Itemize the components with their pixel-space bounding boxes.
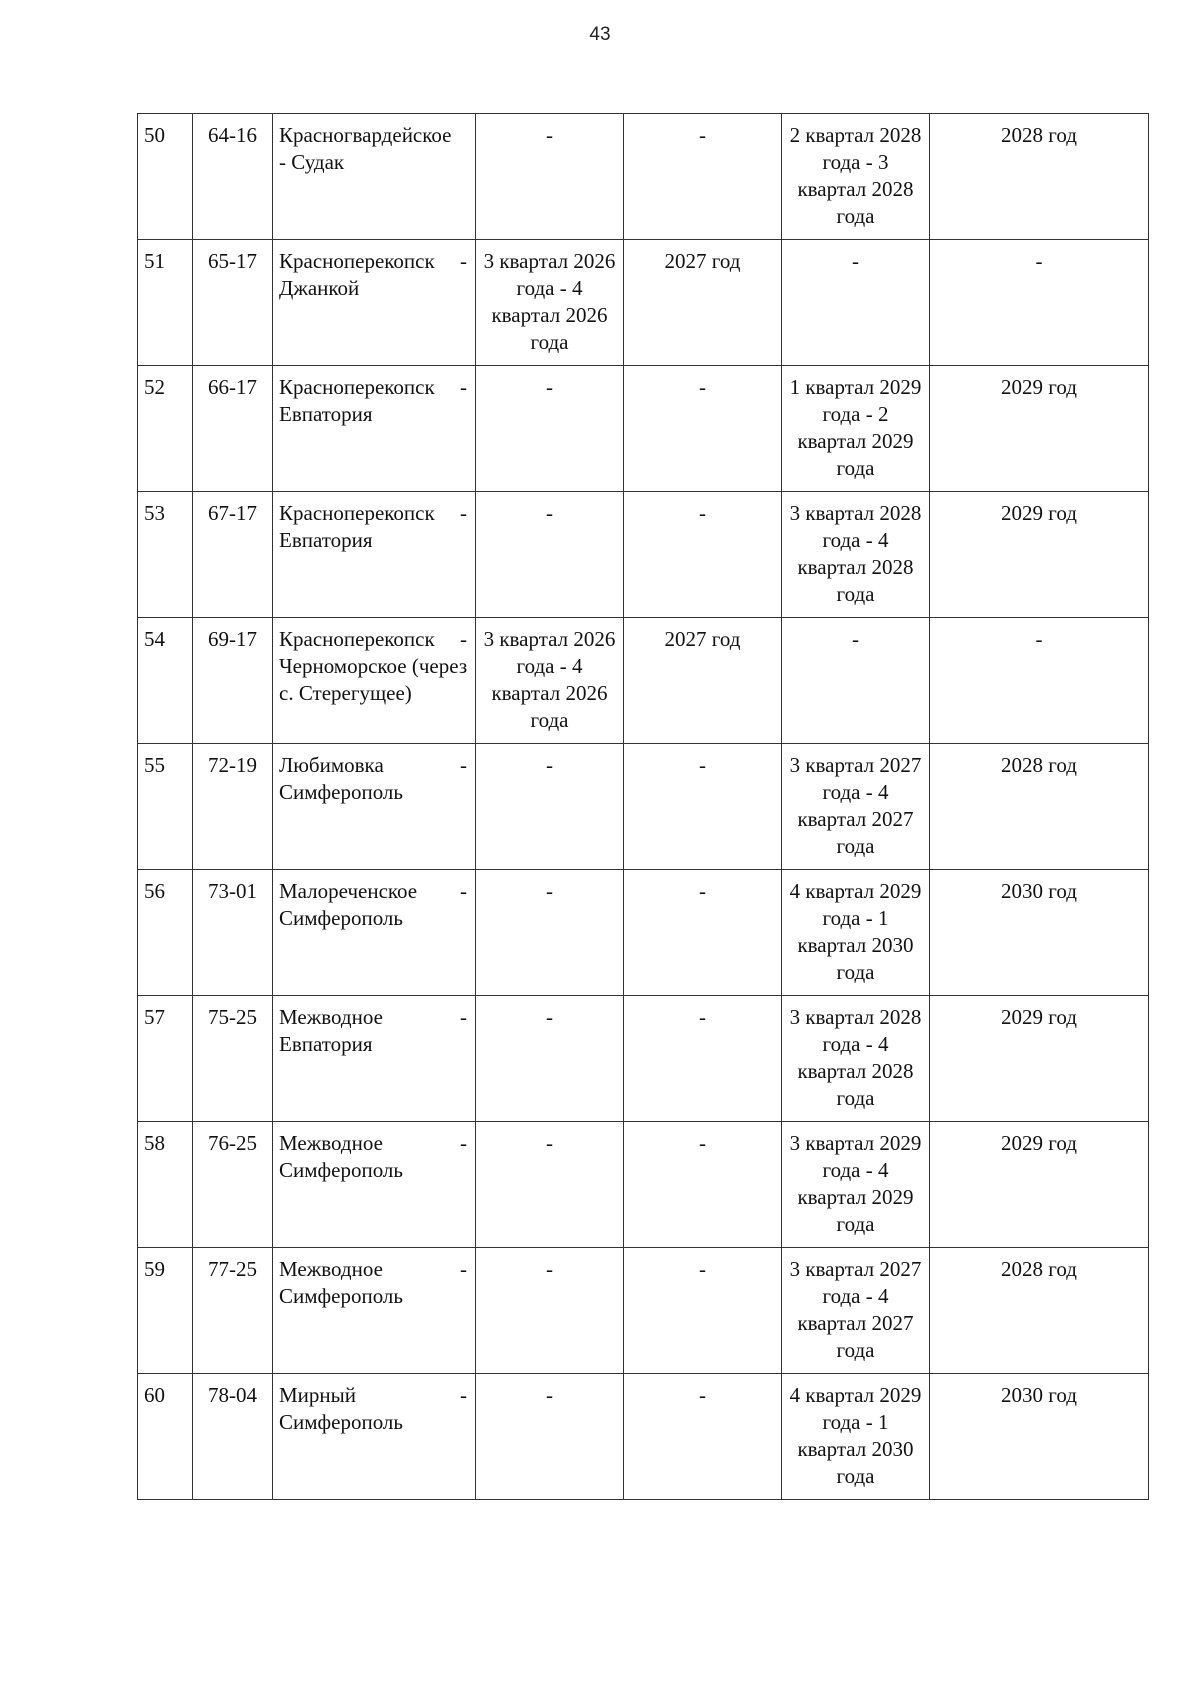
year-col7: 2030 год [930,870,1149,996]
route-code: 75-25 [193,996,273,1122]
row-number: 59 [138,1248,193,1374]
route-code: 78-04 [193,1374,273,1500]
year-col5: 2027 год [624,240,782,366]
route-end: Евпатория [279,1032,373,1056]
year-col7: 2029 год [930,996,1149,1122]
table-row [138,492,1149,618]
route-schedule-table [137,113,1149,1500]
route-start: Красноперекопск [279,375,435,399]
year-col5: - [624,114,782,240]
route-start: Красноперекопск [279,249,435,273]
row-number: 50 [138,114,193,240]
table-row [138,240,1149,366]
route-end: Симферополь [279,1284,403,1308]
table-row [138,996,1149,1122]
table-row [138,1374,1149,1500]
period-col4: - [476,996,624,1122]
row-number: 51 [138,240,193,366]
route-dash: - [460,753,467,777]
route-code: 72-19 [193,744,273,870]
year-col7: 2028 год [930,1248,1149,1374]
year-col7: - [930,618,1149,744]
route-name [273,114,476,240]
route-end: Джанкой [279,276,360,300]
route-start: Мирный [279,1383,356,1407]
route-name [273,618,476,744]
year-col5: 2027 год [624,618,782,744]
year-col7: 2029 год [930,492,1149,618]
route-start: Малореченское [279,879,418,903]
period-col4: - [476,1374,624,1500]
row-number: 54 [138,618,193,744]
route-name [273,996,476,1122]
route-start: Красногвардейское [279,123,452,147]
route-start: Межводное [279,1131,383,1155]
route-name [273,1374,476,1500]
year-col7: - [930,240,1149,366]
period-col6: 3 квартал 2027 года - 4 квартал 2027 года [782,1248,930,1374]
row-number: 52 [138,366,193,492]
period-col6: 4 квартал 2029 года - 1 квартал 2030 года [782,1374,930,1500]
route-dash: - [460,1383,467,1407]
period-col6: 2 квартал 2028 года - 3 квартал 2028 года [782,114,930,240]
route-name [273,744,476,870]
route-dash: - [460,501,467,525]
period-col4: - [476,492,624,618]
year-col7: 2030 год [930,1374,1149,1500]
table-row [138,744,1149,870]
route-name [273,240,476,366]
year-col7: 2029 год [930,1122,1149,1248]
route-dash: - [460,249,467,273]
route-end: Евпатория [279,528,373,552]
route-start: Красноперекопск [279,501,435,525]
route-code: 76-25 [193,1122,273,1248]
route-end: Черноморское (через с. Стерегущее) [279,654,468,705]
route-dash: - [460,627,467,651]
period-col6: 3 квартал 2027 года - 4 квартал 2027 года [782,744,930,870]
route-end: Симферополь [279,906,403,930]
period-col6: 3 квартал 2029 года - 4 квартал 2029 года [782,1122,930,1248]
period-col6: 3 квартал 2028 года - 4 квартал 2028 года [782,492,930,618]
table-row [138,870,1149,996]
route-end: Симферополь [279,780,403,804]
route-name [273,1248,476,1374]
row-number: 60 [138,1374,193,1500]
row-number: 56 [138,870,193,996]
year-col5: - [624,1374,782,1500]
route-schedule-body [138,114,1149,1500]
period-col6: - [782,618,930,744]
route-code: 77-25 [193,1248,273,1374]
period-col6: - [782,240,930,366]
period-col4: - [476,1122,624,1248]
year-col5: - [624,870,782,996]
route-code: 69-17 [193,618,273,744]
year-col5: - [624,1122,782,1248]
period-col6: 1 квартал 2029 года - 2 квартал 2029 года [782,366,930,492]
period-col4: - [476,366,624,492]
route-code: 73-01 [193,870,273,996]
period-col4: 3 квартал 2026 года - 4 квартал 2026 года [476,618,624,744]
route-name [273,870,476,996]
route-code: 65-17 [193,240,273,366]
route-name [273,366,476,492]
table-row [138,366,1149,492]
year-col5: - [624,492,782,618]
period-col4: 3 квартал 2026 года - 4 квартал 2026 года [476,240,624,366]
route-name [273,1122,476,1248]
year-col5: - [624,996,782,1122]
year-col7: 2028 год [930,114,1149,240]
route-dash: - [460,1257,467,1281]
row-number: 55 [138,744,193,870]
year-col7: 2029 год [930,366,1149,492]
table-row [138,1248,1149,1374]
period-col4: - [476,1248,624,1374]
route-dash: - [460,1131,467,1155]
period-col4: - [476,870,624,996]
year-col5: - [624,366,782,492]
table-row [138,114,1149,240]
period-col6: 4 квартал 2029 года - 1 квартал 2030 года [782,870,930,996]
year-col7: 2028 год [930,744,1149,870]
period-col6: 3 квартал 2028 года - 4 квартал 2028 года [782,996,930,1122]
route-name [273,492,476,618]
route-code: 67-17 [193,492,273,618]
route-start: Межводное [279,1005,383,1029]
row-number: 58 [138,1122,193,1248]
route-start: Межводное [279,1257,383,1281]
route-code: 66-17 [193,366,273,492]
table-row [138,618,1149,744]
route-end: Симферополь [279,1158,403,1182]
page-number: 43 [589,24,611,45]
route-start: Красноперекопск [279,627,435,651]
route-dash: - [460,1005,467,1029]
route-start: Любимовка [279,753,384,777]
route-dash: - [460,879,467,903]
period-col4: - [476,114,624,240]
route-code: 64-16 [193,114,273,240]
year-col5: - [624,744,782,870]
route-end: Евпатория [279,402,373,426]
year-col5: - [624,1248,782,1374]
route-end: Симферополь [279,1410,403,1434]
route-dash: - [460,375,467,399]
row-number: 53 [138,492,193,618]
table-row [138,1122,1149,1248]
row-number: 57 [138,996,193,1122]
period-col4: - [476,744,624,870]
route-end: - Судак [279,150,345,174]
